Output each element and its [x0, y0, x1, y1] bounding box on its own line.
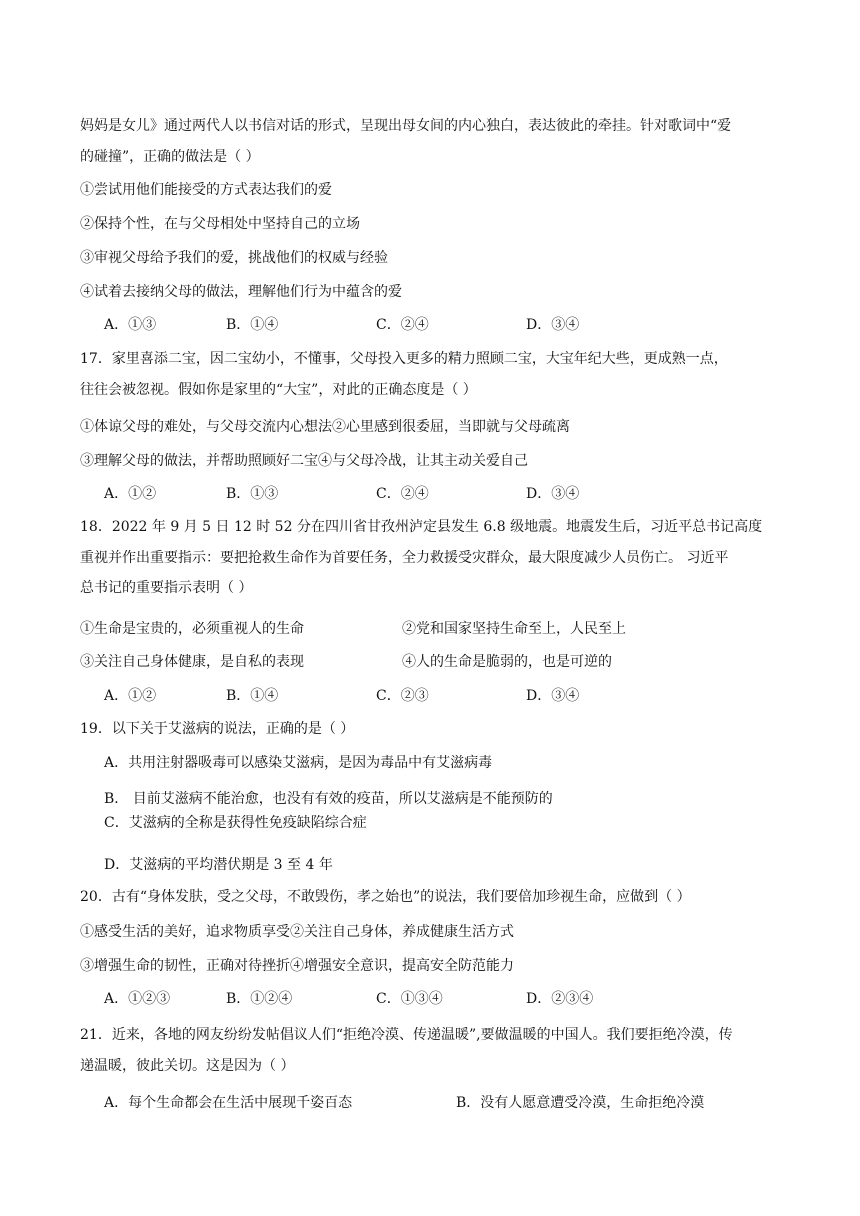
option-c: C．①③④: [376, 991, 443, 1007]
option-a: A．①②: [104, 688, 157, 704]
q21-options: [104, 1093, 784, 1113]
intro-line-1: 妈妈是女儿》通过两代人以书信对话的形式，呈现出母女间的内心独白，表达彼此的牵挂。针对歌词中“爱: [80, 118, 732, 134]
option-b: B．①③: [226, 486, 279, 502]
q18-item-3: ③关注自己身体健康，是自私的表现: [80, 654, 304, 670]
intro-item-3: ③审视父母给予我们的爱，挑战他们的权威与经验: [80, 250, 388, 266]
q17-item-2: ③理解父母的做法，并帮助照顾好二宝④与父母冷战，让其主动关爱自己: [80, 453, 528, 469]
q17-options: [104, 484, 784, 504]
option-d: D．③④: [526, 486, 580, 502]
q18-items-row-1: [80, 619, 780, 639]
option-d: D．③④: [526, 317, 580, 333]
intro-line-2: 的碰撞”，正确的做法是（ ）: [80, 149, 260, 165]
q18-item-2: ②党和国家坚持生命至上，人民至上: [402, 621, 626, 637]
q18-line-1: 18．2022 年 9 月 5 日 12 时 52 分在四川省甘孜州泸定县发生 6.8 级地震。地震发生后，习近平总书记高度: [80, 519, 763, 535]
q20-item-1: ①感受生活的美好，追求物质享受②关注自己身体，养成健康生活方式: [80, 924, 514, 940]
q19-option-d: D．艾滋病的平均潜伏期是 3 至 4 年: [104, 857, 333, 873]
q17-line-2: 往往会被忽视。假如你是家里的“大宝”，对此的正确态度是（ ）: [80, 382, 477, 398]
q18-items-row-2: [80, 652, 780, 672]
intro-item-2: ②保持个性，在与父母相处中坚持自己的立场: [80, 216, 360, 232]
intro-item-1: ①尝试用他们能接受的方式表达我们的爱: [80, 182, 332, 198]
option-a: A．①②: [104, 486, 157, 502]
q17-item-1: ①体谅父母的难处，与父母交流内心想法②心里感到很委屈，当即就与父母疏离: [80, 419, 570, 435]
q18-line-3: 总书记的重要指示表明（ ）: [80, 580, 253, 596]
q17-line-1: 17．家里喜添二宝，因二宝幼小，不懂事，父母投入更多的精力照顾二宝，大宝年纪大些，更成熟一点，: [80, 351, 728, 367]
intro-item-4: ④试着去接纳父母的做法，理解他们行为中蕴含的爱: [80, 284, 402, 300]
q19-line-1: 19．以下关于艾滋病的说法，正确的是（ ）: [80, 721, 355, 737]
option-d: D．②③④: [526, 991, 594, 1007]
q21-line-2: 递温暖，彼此关切。这是因为（ ）: [80, 1058, 295, 1074]
option-c: C．②③: [376, 688, 429, 704]
option-b: B．①②④: [226, 991, 293, 1007]
q18-options: [104, 686, 784, 706]
q20-options: [104, 989, 784, 1009]
q20-item-2: ③增强生命的韧性，正确对待挫折④增强安全意识，提高安全防范能力: [80, 958, 514, 974]
option-b: B．①④: [226, 688, 279, 704]
option-a: A．①③: [104, 317, 157, 333]
option-c: C．②④: [376, 486, 429, 502]
option-a: A．每个生命都会在生活中展现千姿百态: [104, 1095, 353, 1111]
option-d: D．③④: [526, 688, 580, 704]
q18-item-4: ④人的生命是脆弱的，也是可逆的: [402, 654, 612, 670]
q21-line-1: 21．近来，各地的网友纷纷发帖倡议人们“拒绝冷漠、传递温暖”,要做温暖的中国人。我们要拒绝冷漠，传: [80, 1027, 733, 1043]
q20-line-1: 20．古有“身体发肤，受之父母，不敢毁伤，孝之始也”的说法，我们要倍加珍视生命，应做到（ ）: [80, 889, 691, 905]
q18-item-1: ①生命是宝贵的，必须重视人的生命: [80, 621, 304, 637]
option-c: C．②④: [376, 317, 429, 333]
q19-option-b: B． 目前艾滋病不能治愈，也没有有效的疫苗，所以艾滋病是不能预防的: [104, 791, 553, 807]
q19-option-a: A．共用注射器吸毒可以感染艾滋病，是因为毒品中有艾滋病毒: [104, 755, 493, 771]
option-a: A．①②③: [104, 991, 171, 1007]
q18-line-2: 重视并作出重要指示：要把抢救生命作为首要任务，全力救援受灾群众，最大限度减少人员伤亡。 习近平: [80, 550, 729, 566]
option-b: B．没有人愿意遭受冷漠，生命拒绝冷漠: [456, 1095, 705, 1111]
option-b: B．①④: [226, 317, 279, 333]
q19-option-c: C．艾滋病的全称是获得性免疫缺陷综合症: [104, 815, 367, 831]
intro-options: [104, 315, 784, 335]
